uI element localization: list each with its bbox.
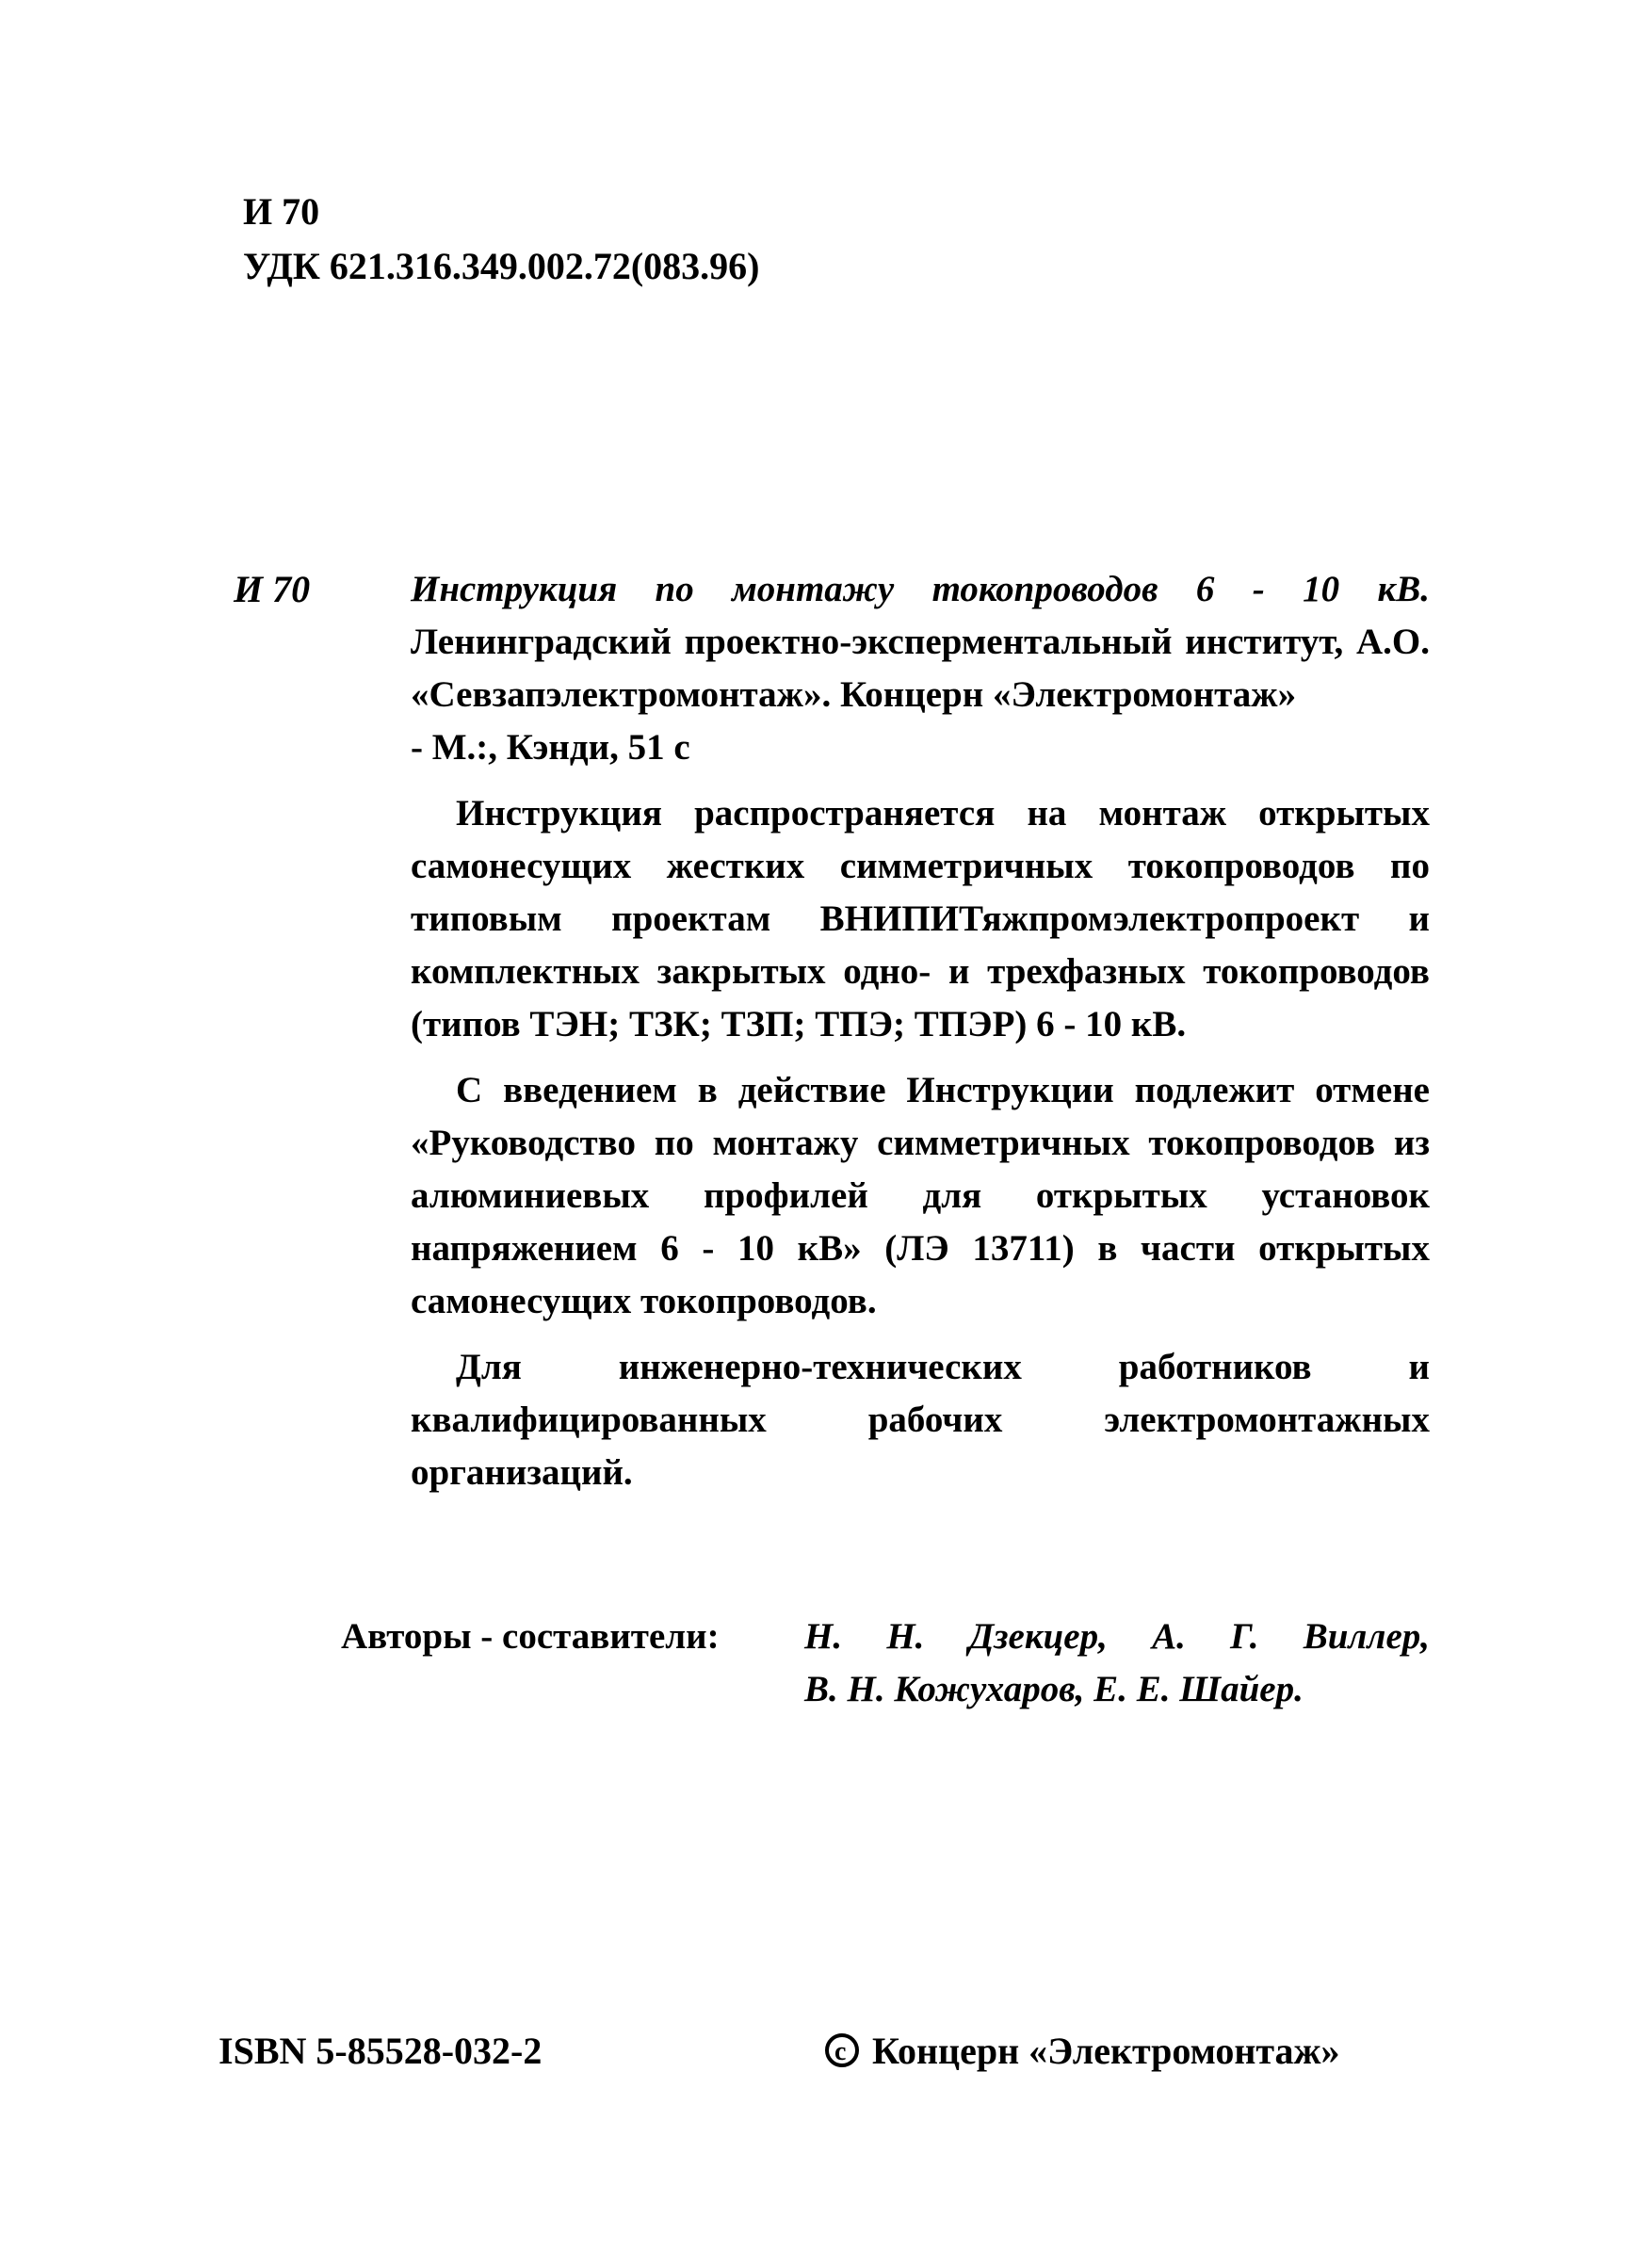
header-block: [243, 185, 759, 294]
book-title: Инструкция по монтажу токопроводов 6 - 10 кВ.: [411, 569, 1430, 609]
catalog-code: И 70: [243, 190, 320, 233]
bibliographic-description: [411, 563, 1430, 774]
entry-code: И 70: [234, 568, 311, 610]
publisher-line: Ленинградский проектно-эксперментальный институт, А.О. «Севзапэлектромонтаж». Концерн «Электромонтаж»: [411, 622, 1430, 715]
entry-body: [411, 563, 1430, 1499]
abstract-paragraph-1: Инструкция распространяется на монтаж открытых самонесущих жестких симметричных токопроводов по типовым проектам ВНИПИТяжпромэлектропроект и комплектных закрытых одно- и трехфазных токопроводов (типов ТЭН; ТЗК; ТЗП; ТПЭ; ТПЭР) 6 - 10 кВ.: [411, 793, 1430, 1044]
udc-code: УДК 621.316.349.002.72(083.96): [243, 245, 760, 287]
isbn: ISBN 5-85528-032-2: [219, 2030, 543, 2072]
authors-line-1: Н. Н. Дзекцер, А. Г. Виллер,: [804, 1616, 1430, 1657]
authors-line-2: В. Н. Кожухаров, Е. Е. Шайер.: [804, 1669, 1304, 1709]
authors-label: Авторы - составители:: [341, 1616, 720, 1657]
authors-names: [804, 1610, 1430, 1716]
audience-paragraph: Для инженерно-технических работников и квалифицированных рабочих электромонтажных организаций.: [411, 1347, 1430, 1493]
copyright-icon: [825, 2033, 859, 2067]
copyright-notice: [825, 2025, 1340, 2078]
abstract-paragraph-2: С введением в действие Инструкции подлежит отмене «Руководство по монтажу симметричных токопроводов из алюминиевых профилей для открытых установок напряжением 6 - 10 кВ» (ЛЭ 13711) в части открытых самонесущих токопроводов.: [411, 1070, 1430, 1321]
imprint: - М.:, Кэнди, 51 с: [411, 727, 690, 768]
copyright-holder: Концерн «Электромонтаж»: [872, 2030, 1340, 2072]
